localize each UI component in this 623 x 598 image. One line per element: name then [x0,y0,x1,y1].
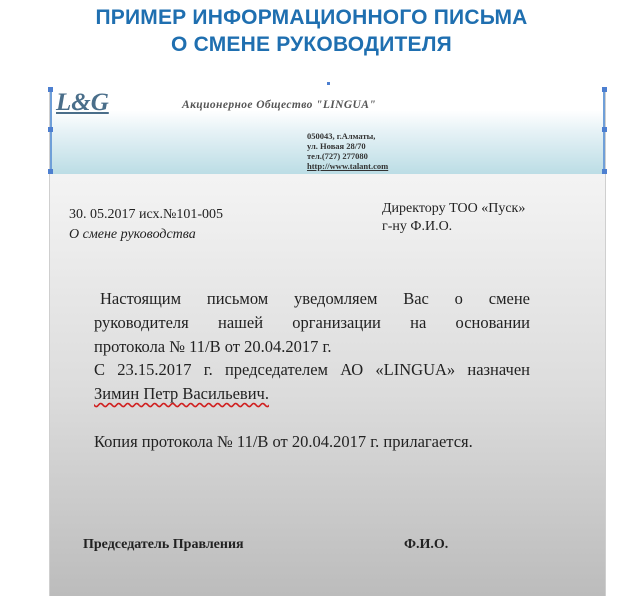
attachment-note: Копия протокола № 11/В от 20.04.2017 г. прилагается. [94,432,473,451]
body-line-4: С 23.15.2017 г. председателем АО «LINGUA» назначен [94,360,530,379]
signatory-position: Председатель Правления [83,537,244,552]
signatory-name: Ф.И.О. [404,537,449,552]
resize-handle-mid-left[interactable] [48,127,53,132]
page-title-line-2: О СМЕНЕ РУКОВОДИТЕЛЯ [171,33,452,56]
letterhead[interactable] [50,89,605,174]
body-line-3: протокола № 11/В от 20.04.2017 г. [94,337,332,356]
resize-handle-bottom-left[interactable] [48,169,53,174]
company-logo: L&G [56,89,109,116]
body-line-5 [94,384,530,404]
addressee-line-1: Директору ТОО «Пуск» [382,201,526,216]
resize-handle-bottom-right[interactable] [602,169,607,174]
letter-sheet [49,89,606,596]
resize-handle-top-left[interactable] [48,87,53,92]
letter-subject: О смене руководства [69,227,196,242]
resize-handle-top[interactable] [327,82,330,85]
website-text[interactable]: http://www.talant.com [307,161,389,171]
resize-handle-top-right[interactable] [602,87,607,92]
company-name: Акционерное Общество "LINGUA" [182,99,377,111]
appointee-surname: Зимин [94,384,140,403]
appointee-name: Петр Васильевич. [139,384,269,403]
address-line-1: 050043, г.Алматы, [307,131,376,141]
addressee-line-2: г-ну Ф.И.О. [382,219,453,234]
phone-line: тел.(727) 277080 [307,151,368,161]
page-title-line-1: ПРИМЕР ИНФОРМАЦИОННОГО ПИСЬМА [95,6,528,29]
body-line-2: руководителя нашей организации на основании [94,313,530,332]
website-link[interactable] [307,161,388,171]
date-and-reference: 30. 05.2017 исх.№101-005 [69,207,224,222]
address-line-2: ул. Новая 28/70 [307,141,366,151]
body-line-1: Настоящим письмом уведомляем Вас о смене [100,289,530,308]
resize-handle-mid-right[interactable] [602,127,607,132]
